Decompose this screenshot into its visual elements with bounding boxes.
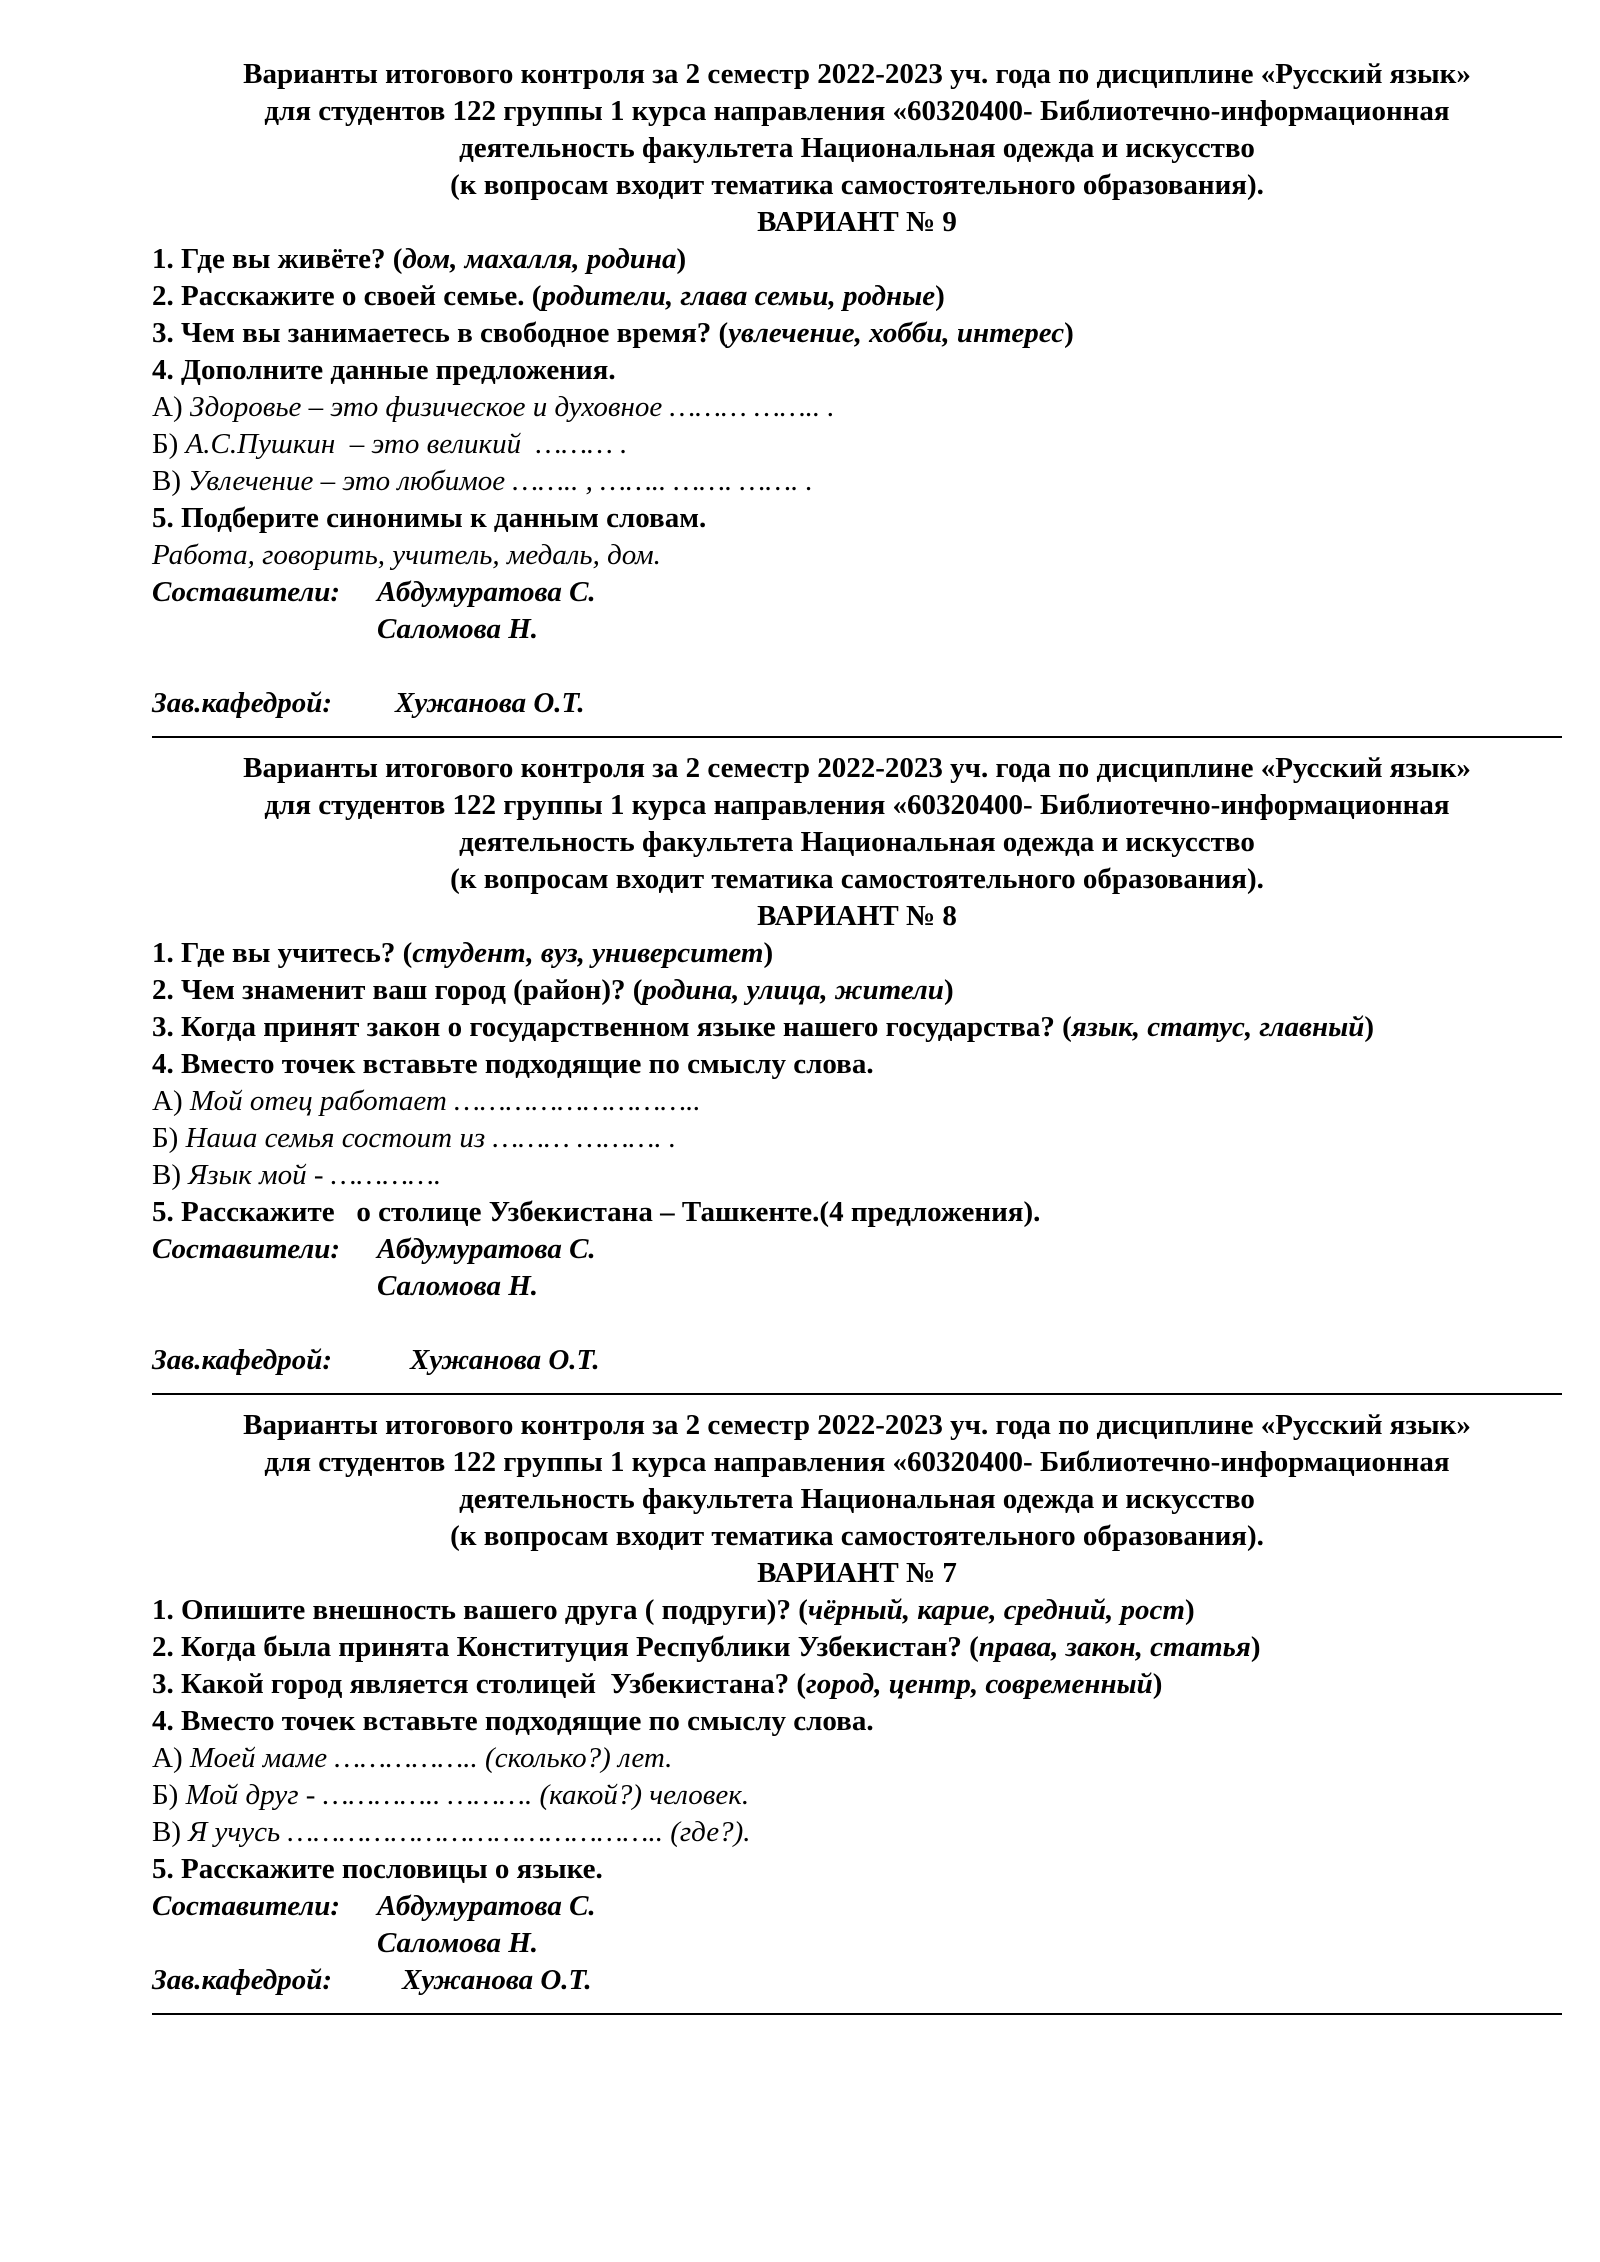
variant-7-block xyxy=(152,1407,1562,1999)
compiler-name: Абдумуратова С. xyxy=(377,1233,596,1265)
compilers-label: Составители: xyxy=(152,576,341,608)
divider xyxy=(152,2013,1562,2015)
question-text: 3. Чем вы занимаетесь в свободное время? ( xyxy=(152,317,729,349)
item-letter: А) xyxy=(152,1742,190,1774)
question-hint: увлечение, хобби, интерес xyxy=(728,317,1065,349)
spacer xyxy=(152,1305,1562,1342)
item-text: Здоровье – это физическое и духовное ……… …….. . xyxy=(189,391,835,423)
question-text: 3. Когда принят закон о государственном языке нашего государства? ( xyxy=(152,1011,1072,1043)
item-letter: В) xyxy=(152,1816,189,1848)
header-line-2: для студентов 122 группы 1 курса направления «60320400- Библиотечно-информационная xyxy=(264,1446,1450,1478)
question-hint: родители, глава семьи, родные xyxy=(541,280,936,312)
head-label: Зав.кафедрой: xyxy=(152,1344,333,1376)
question-hint: права, закон, статья xyxy=(978,1631,1251,1663)
item-text: Наша семья состоит из ……… ………. . xyxy=(185,1122,677,1154)
question-hint: город, центр, современный xyxy=(805,1668,1153,1700)
question-3 xyxy=(152,1666,1562,1703)
list-item xyxy=(152,1740,1562,1777)
list-item xyxy=(152,463,1562,500)
compilers-row-2 xyxy=(152,1925,1562,1962)
list-item xyxy=(152,1083,1562,1120)
list-item xyxy=(152,1814,1562,1851)
question-1 xyxy=(152,935,1562,972)
item-letter: В) xyxy=(152,465,189,497)
question-close: ) xyxy=(1364,1011,1374,1043)
compiler-name: Саломова Н. xyxy=(377,613,539,645)
question-text: 2. Чем знаменит ваш город (район)? ( xyxy=(152,974,643,1006)
item-letter: Б) xyxy=(152,1779,186,1811)
question-1 xyxy=(152,1592,1562,1629)
compiler-name: Абдумуратова С. xyxy=(377,1890,596,1922)
question-close: ) xyxy=(943,974,954,1006)
document-page xyxy=(152,56,1562,2027)
compiler-name: Абдумуратова С. xyxy=(377,576,596,608)
question-1 xyxy=(152,241,1562,278)
header-line-4: (к вопросам входит тематика самостоятельного образования). xyxy=(450,169,1264,201)
head-label: Зав.кафедрой: xyxy=(152,1964,333,1996)
question-close: ) xyxy=(1250,1631,1261,1663)
item-letter: А) xyxy=(152,1085,190,1117)
compiler-name: Саломова Н. xyxy=(377,1927,539,1959)
divider xyxy=(152,1393,1562,1395)
compiler-name: Саломова Н. xyxy=(377,1270,539,1302)
question-hint: родина, улица, жители xyxy=(642,974,944,1006)
variant-title: ВАРИАНТ № 8 xyxy=(757,900,957,932)
question-text: 1. Где вы учитесь? ( xyxy=(152,937,413,969)
header-line-4: (к вопросам входит тематика самостоятельного образования). xyxy=(450,1520,1264,1552)
item-letter: А) xyxy=(152,391,190,423)
question-2 xyxy=(152,278,1562,315)
question-close: ) xyxy=(1152,1668,1163,1700)
question-close: ) xyxy=(763,937,774,969)
list-item xyxy=(152,426,1562,463)
head-label: Зав.кафедрой: xyxy=(152,687,333,719)
question-2 xyxy=(152,972,1562,1009)
divider xyxy=(152,736,1562,738)
variant-header xyxy=(152,1407,1562,1592)
spacer xyxy=(152,648,1562,685)
head-name: Хужанова О.Т. xyxy=(410,1344,600,1376)
item-text: А.С.Пушкин – это великий ……… . xyxy=(185,428,628,460)
item-text: Мой отец работает ……………………….. xyxy=(189,1085,701,1117)
item-text: Язык мой - …………. xyxy=(188,1159,442,1191)
head-name: Хужанова О.Т. xyxy=(402,1964,592,1996)
question-hint: язык, статус, главный xyxy=(1071,1011,1365,1043)
compilers-row xyxy=(152,1888,1562,1925)
header-line-1: Варианты итогового контроля за 2 семестр 2022-2023 уч. года по дисциплине «Русский язык» xyxy=(243,58,1471,90)
list-item xyxy=(152,1157,1562,1194)
item-letter: Б) xyxy=(152,1122,186,1154)
head-row xyxy=(152,1342,1562,1379)
item-letter: В) xyxy=(152,1159,189,1191)
compilers-row xyxy=(152,574,1562,611)
head-row xyxy=(152,685,1562,722)
header-line-2: для студентов 122 группы 1 курса направления «60320400- Библиотечно-информационная xyxy=(264,789,1450,821)
question-close: ) xyxy=(1184,1594,1195,1626)
header-line-4: (к вопросам входит тематика самостоятельного образования). xyxy=(450,863,1264,895)
question-text: 1. Где вы живёте? ( xyxy=(152,243,403,275)
compilers-row xyxy=(152,1231,1562,1268)
header-line-2: для студентов 122 группы 1 курса направления «60320400- Библиотечно-информационная xyxy=(264,95,1450,127)
question-5: 5. Расскажите пословицы о языке. xyxy=(152,1853,603,1885)
list-item xyxy=(152,1777,1562,1814)
question-5-words: Работа, говорить, учитель, медаль, дом. xyxy=(152,539,661,571)
question-5: 5. Подберите синонимы к данным словам. xyxy=(152,502,707,534)
question-2 xyxy=(152,1629,1562,1666)
item-text: Я учусь …………………………………….. (где?). xyxy=(188,1816,751,1848)
variant-title: ВАРИАНТ № 7 xyxy=(757,1557,957,1589)
question-hint: чёрный, карие, средний, рост xyxy=(807,1594,1185,1626)
compilers-row-2 xyxy=(152,611,1562,648)
question-3 xyxy=(152,1009,1562,1046)
question-3 xyxy=(152,315,1562,352)
question-4: 4. Дополните данные предложения. xyxy=(152,354,616,386)
header-line-3: деятельность факультета Национальная одежда и искусство xyxy=(459,826,1255,858)
variant-header xyxy=(152,750,1562,935)
question-close: ) xyxy=(676,243,687,275)
compilers-label: Составители: xyxy=(152,1890,341,1922)
question-close: ) xyxy=(1064,317,1074,349)
head-name: Хужанова О.Т. xyxy=(395,687,585,719)
variant-header xyxy=(152,56,1562,241)
item-letter: Б) xyxy=(152,428,186,460)
variant-8-block xyxy=(152,750,1562,1379)
question-text: 3. Какой город является столицей Узбекистана? ( xyxy=(152,1668,806,1700)
question-4: 4. Вместо точек вставьте подходящие по смыслу слова. xyxy=(152,1705,874,1737)
question-hint: студент, вуз, университет xyxy=(412,937,764,969)
header-line-1: Варианты итогового контроля за 2 семестр 2022-2023 уч. года по дисциплине «Русский язык» xyxy=(243,1409,1471,1441)
head-row xyxy=(152,1962,1562,1999)
compilers-label: Составители: xyxy=(152,1233,341,1265)
question-text: 2. Когда была принята Конституция Республики Узбекистан? ( xyxy=(152,1631,979,1663)
variant-9-block xyxy=(152,56,1562,722)
question-close: ) xyxy=(935,280,945,312)
header-line-3: деятельность факультета Национальная одежда и искусство xyxy=(459,132,1255,164)
question-text: 2. Расскажите о своей семье. ( xyxy=(152,280,542,312)
question-4: 4. Вместо точек вставьте подходящие по смыслу слова. xyxy=(152,1048,874,1080)
question-5: 5. Расскажите о столице Узбекистана – Ташкенте.(4 предложения). xyxy=(152,1196,1041,1228)
question-text: 1. Опишите внешность вашего друга ( подруги)? ( xyxy=(152,1594,808,1626)
item-text: Увлечение – это любимое …….. , …….. ……. ……. . xyxy=(188,465,813,497)
variant-title: ВАРИАНТ № 9 xyxy=(757,206,957,238)
header-line-3: деятельность факультета Национальная одежда и искусство xyxy=(459,1483,1255,1515)
list-item xyxy=(152,389,1562,426)
header-line-1: Варианты итогового контроля за 2 семестр 2022-2023 уч. года по дисциплине «Русский язык» xyxy=(243,752,1471,784)
item-text: Мой друг - ………….. ………. (какой?) человек. xyxy=(185,1779,750,1811)
list-item xyxy=(152,1120,1562,1157)
question-hint: дом, махалля, родина xyxy=(402,243,677,275)
item-text: Моей маме …………….. (сколько?) лет. xyxy=(189,1742,673,1774)
compilers-row-2 xyxy=(152,1268,1562,1305)
